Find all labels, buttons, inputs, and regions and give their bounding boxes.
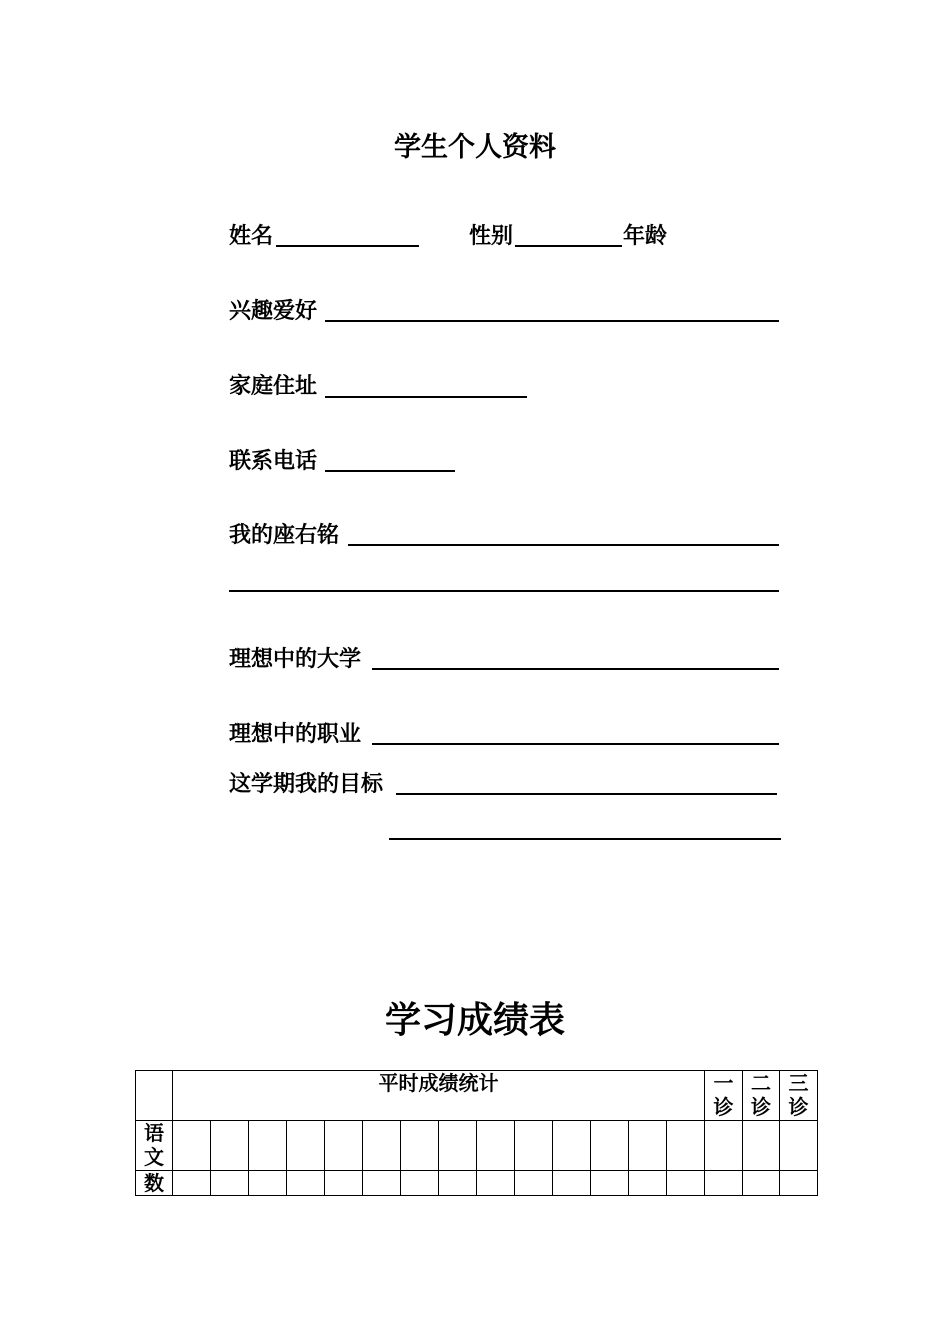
name-label: 姓名 [229, 224, 274, 249]
score-cell[interactable] [249, 1121, 287, 1171]
score-cell[interactable] [211, 1171, 249, 1196]
score-cell[interactable] [173, 1171, 211, 1196]
exam-header-3 [780, 1071, 818, 1121]
exam-header-2 [743, 1071, 780, 1121]
score-cell[interactable] [553, 1171, 591, 1196]
address-field[interactable] [325, 396, 527, 398]
exam-header-3-top: 三 [788, 1071, 809, 1095]
university-field[interactable] [372, 668, 779, 670]
score-cell[interactable] [667, 1121, 705, 1171]
exam-header-1 [705, 1071, 743, 1121]
table-row [136, 1121, 818, 1171]
score-cell[interactable] [515, 1171, 553, 1196]
exam-score-cell[interactable] [705, 1171, 743, 1196]
score-cell[interactable] [591, 1121, 629, 1171]
phone-label: 联系电话 [229, 449, 318, 474]
score-cell[interactable] [477, 1121, 515, 1171]
subject-chinese-line-2: 文 [144, 1145, 164, 1169]
motto-field-line-2[interactable] [229, 590, 779, 592]
exam-header-1-top: 一 [713, 1071, 734, 1095]
score-cell[interactable] [287, 1121, 325, 1171]
goal-field[interactable] [396, 793, 777, 795]
profile-title: 学生个人资料 [394, 132, 556, 163]
score-cell[interactable] [477, 1171, 515, 1196]
score-cell[interactable] [629, 1171, 667, 1196]
score-cell[interactable] [667, 1171, 705, 1196]
table-row [136, 1171, 818, 1196]
exam-header-2-bottom: 诊 [751, 1095, 772, 1119]
gender-label: 性别 [469, 224, 514, 249]
score-cell[interactable] [325, 1171, 363, 1196]
exam-score-cell[interactable] [705, 1121, 743, 1171]
score-cell[interactable] [325, 1121, 363, 1171]
motto-label: 我的座右铭 [229, 523, 340, 548]
score-cell[interactable] [401, 1171, 439, 1196]
score-cell[interactable] [287, 1171, 325, 1196]
motto-field[interactable] [348, 544, 779, 546]
phone-field[interactable] [325, 470, 455, 472]
grades-table [135, 1070, 818, 1196]
table-header-row [136, 1071, 818, 1121]
goal-field-line-2[interactable] [389, 838, 781, 840]
name-field[interactable] [276, 245, 419, 247]
corner-cell [136, 1071, 173, 1121]
subject-math-line-1: 数 [144, 1171, 164, 1195]
address-label: 家庭住址 [229, 374, 318, 399]
score-cell[interactable] [401, 1121, 439, 1171]
exam-score-cell[interactable] [743, 1171, 780, 1196]
score-cell[interactable] [211, 1121, 249, 1171]
subject-cell-chinese [136, 1121, 173, 1171]
score-cell[interactable] [439, 1171, 477, 1196]
grades-title: 学习成绩表 [384, 1000, 565, 1041]
subject-chinese-line-1: 语 [144, 1121, 164, 1145]
exam-score-cell[interactable] [743, 1121, 780, 1171]
exam-score-cell[interactable] [780, 1171, 818, 1196]
career-label: 理想中的职业 [229, 722, 362, 747]
regular-scores-header: 平时成绩统计 [173, 1071, 705, 1121]
gender-field[interactable] [515, 245, 622, 247]
exam-header-2-top: 二 [751, 1071, 772, 1095]
university-label: 理想中的大学 [229, 647, 362, 672]
hobbies-field[interactable] [325, 320, 779, 322]
exam-header-1-bottom: 诊 [713, 1095, 734, 1119]
score-cell[interactable] [249, 1171, 287, 1196]
score-cell[interactable] [363, 1171, 401, 1196]
hobbies-label: 兴趣爱好 [229, 299, 318, 324]
subject-cell-math [136, 1171, 173, 1196]
score-cell[interactable] [173, 1121, 211, 1171]
score-cell[interactable] [515, 1121, 553, 1171]
score-cell[interactable] [591, 1171, 629, 1196]
score-cell[interactable] [363, 1121, 401, 1171]
goal-label: 这学期我的目标 [229, 772, 384, 797]
exam-score-cell[interactable] [780, 1121, 818, 1171]
score-cell[interactable] [629, 1121, 667, 1171]
score-cell[interactable] [439, 1121, 477, 1171]
age-label: 年龄 [623, 224, 668, 249]
score-cell[interactable] [553, 1121, 591, 1171]
exam-header-3-bottom: 诊 [788, 1095, 809, 1119]
career-field[interactable] [372, 743, 779, 745]
